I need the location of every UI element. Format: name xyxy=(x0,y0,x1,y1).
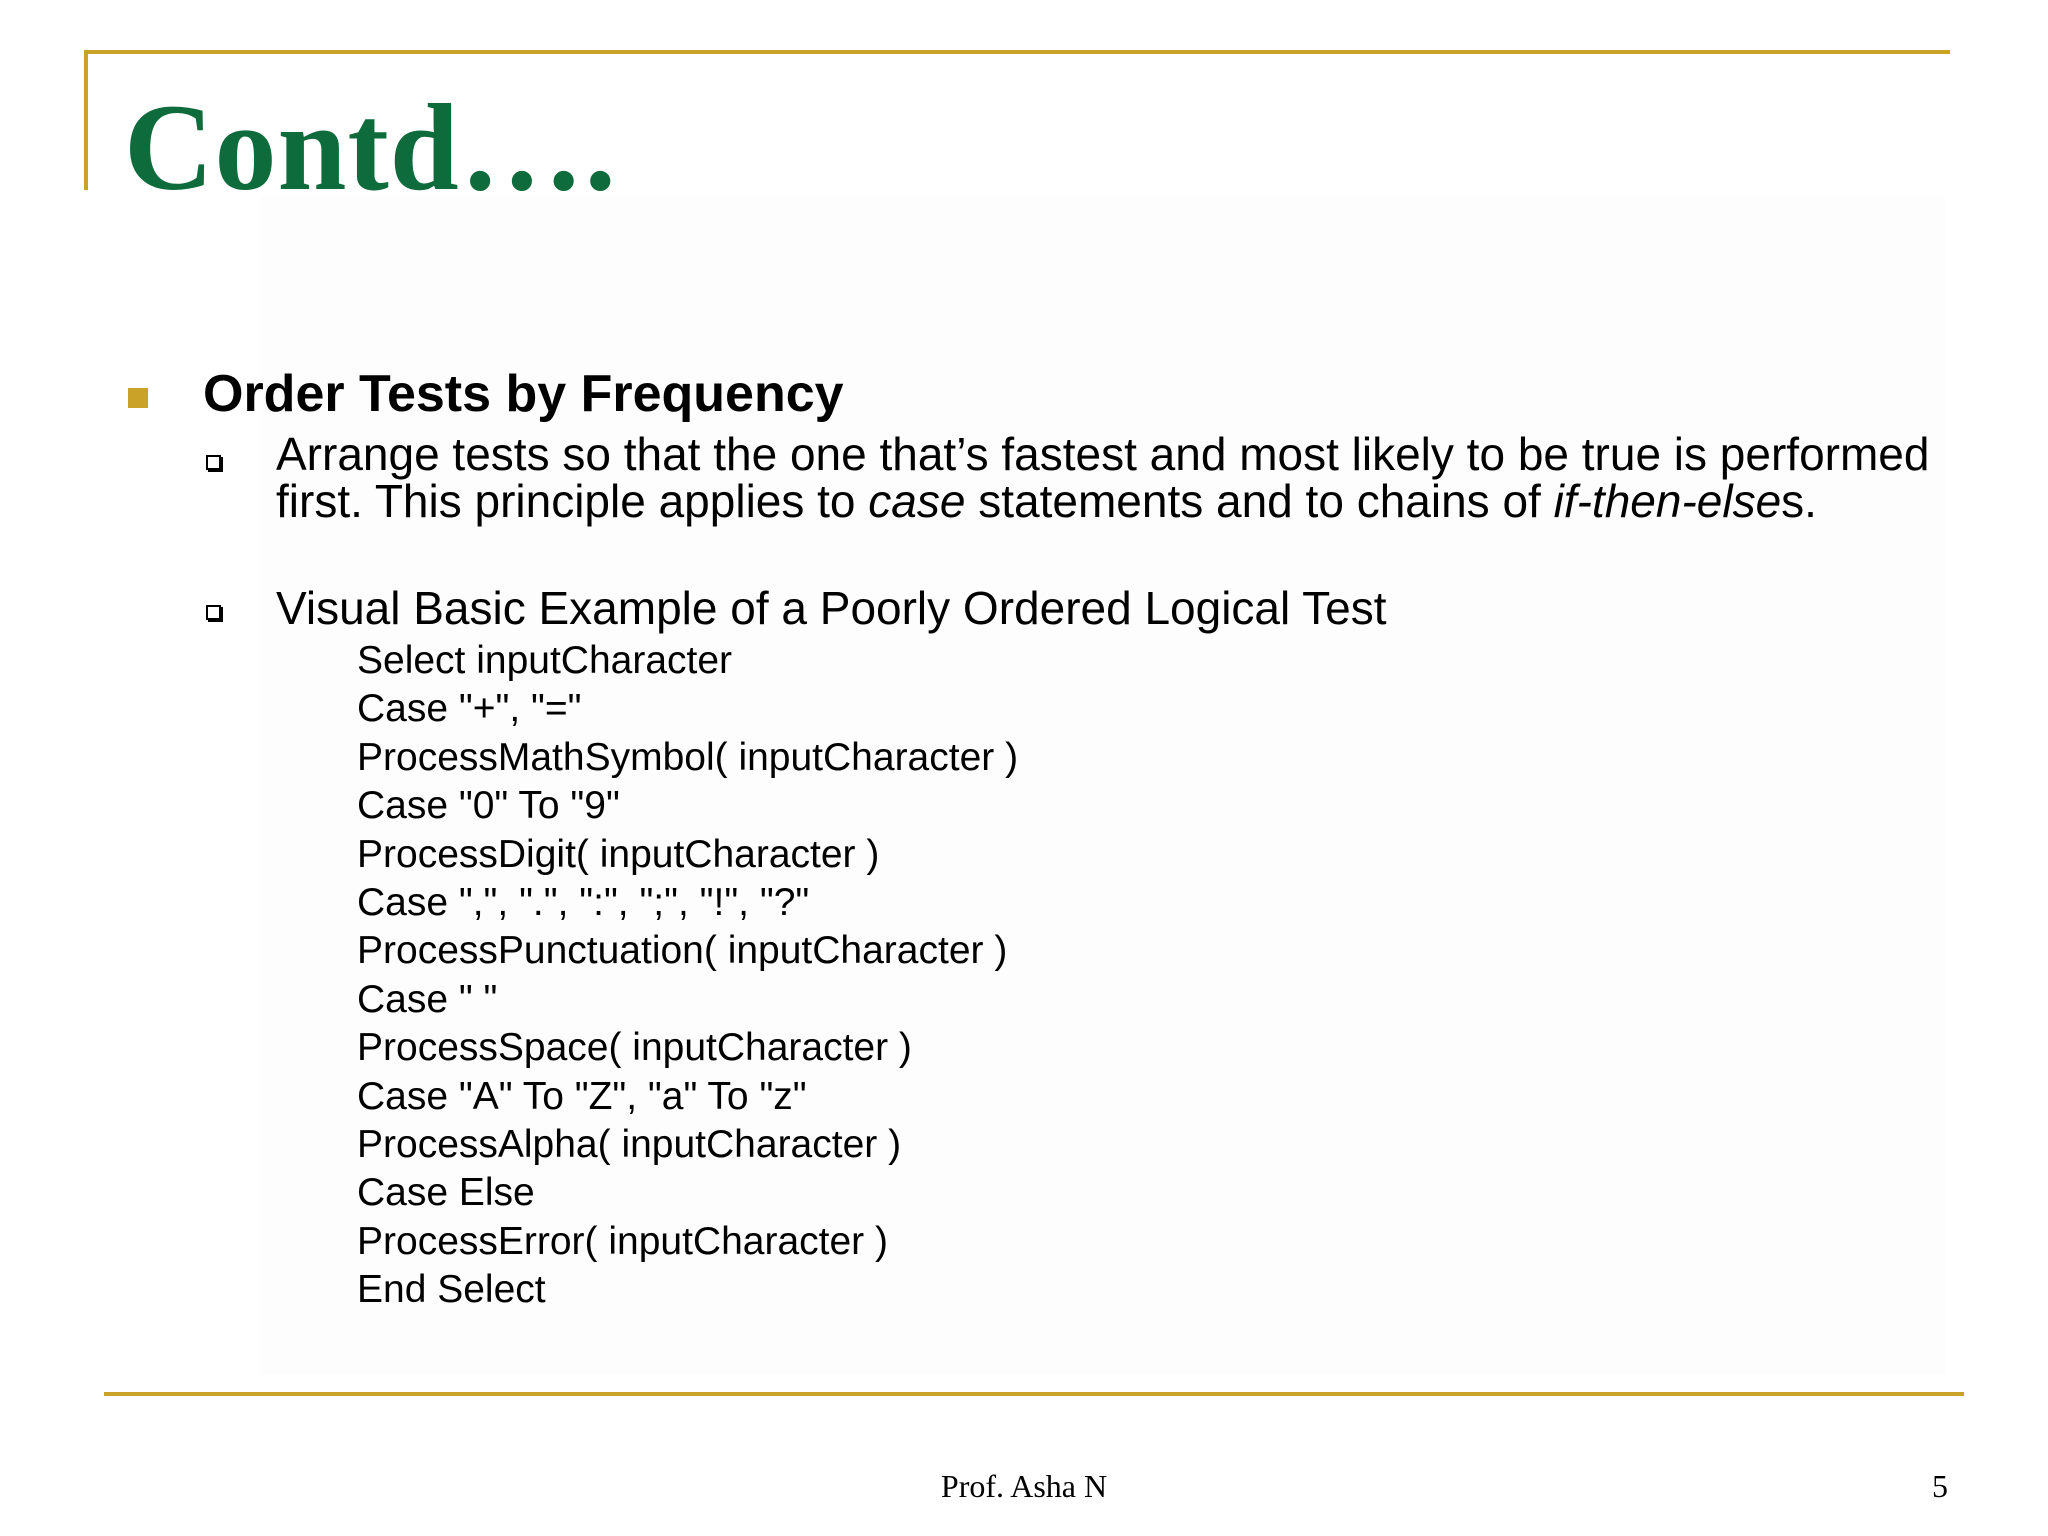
page-number: 5 xyxy=(1932,1468,1948,1504)
hollow-square-icon xyxy=(206,605,221,620)
principle-emph-ifthenelse: if-then-else xyxy=(1553,475,1782,527)
code-line: Case Else xyxy=(357,1171,535,1215)
principle-text-before: Arrange tests so that the one that’s fastest and most likely to be true is performed first. This principle applies to xyxy=(276,428,1930,527)
code-line: Case ",", ".", ":", ";", "!", "?" xyxy=(357,880,810,924)
example-caption: Visual Basic Example of a Poorly Ordered Logical Test xyxy=(276,582,1387,634)
slide-title: Contd…. xyxy=(124,79,617,216)
code-line: Case "0" To "9" xyxy=(357,784,620,828)
code-line: Select inputCharacter xyxy=(357,639,733,682)
principle-text-middle: statements and to chains of xyxy=(965,475,1554,527)
code-line: ProcessPunctuation( inputCharacter ) xyxy=(357,929,1008,973)
code-listing xyxy=(357,637,1018,1314)
code-line: ProcessMathSymbol( inputCharacter ) xyxy=(357,735,1019,779)
code-line: Case "+", "=" xyxy=(357,687,582,731)
code-line: ProcessError( inputCharacter ) xyxy=(357,1219,888,1263)
code-line: Case " " xyxy=(357,977,498,1021)
hollow-square-icon xyxy=(206,455,221,470)
principle-text-after: s. xyxy=(1781,475,1817,527)
top-left-rule xyxy=(84,50,88,190)
code-line: ProcessSpace( inputCharacter ) xyxy=(357,1026,912,1070)
principle-paragraph xyxy=(276,428,1936,527)
section-heading: Order Tests by Frequency xyxy=(203,365,844,423)
code-line: ProcessAlpha( inputCharacter ) xyxy=(357,1122,902,1166)
top-rule xyxy=(84,50,1950,54)
footer-author: Prof. Asha N xyxy=(940,1468,1108,1504)
bottom-rule xyxy=(104,1392,1964,1396)
principle-emph-case: case xyxy=(868,475,966,527)
code-line: ProcessDigit( inputCharacter ) xyxy=(357,832,880,876)
code-line: Case "A" To "Z", "a" To "z" xyxy=(357,1074,807,1118)
code-line: End Select xyxy=(357,1268,546,1312)
filled-square-bullet-icon xyxy=(128,388,148,408)
